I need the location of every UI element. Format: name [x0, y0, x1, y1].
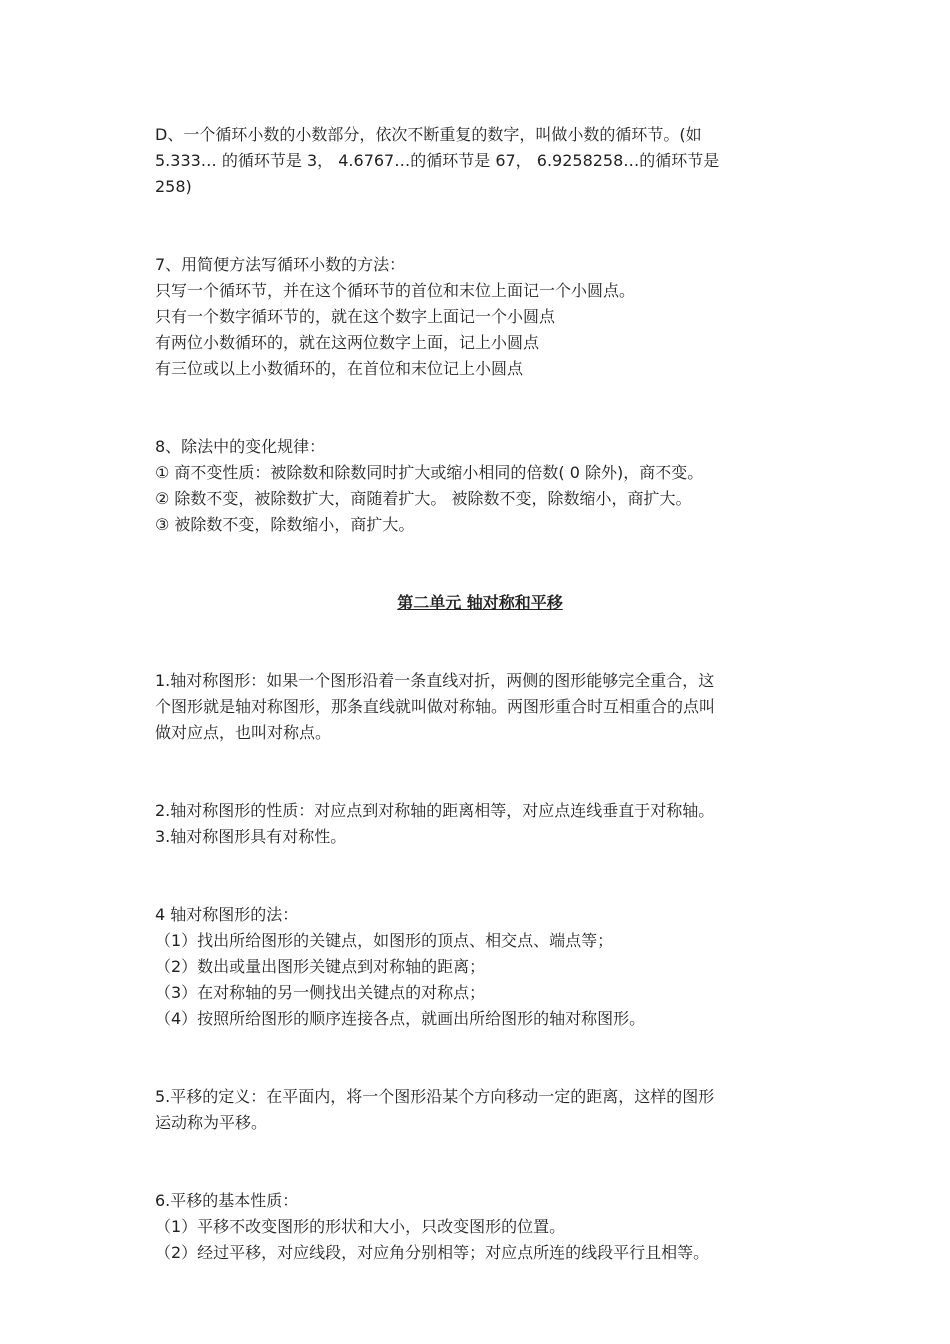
- item-4-line-2: （2）数出或量出图形关键点到对称轴的距离；: [155, 957, 486, 976]
- item-4-heading: 4 轴对称图形的法：: [155, 905, 299, 924]
- section-7-line-2: 只有一个数字循环节的，就在这个数字上面记一个小圆点: [155, 307, 556, 326]
- section-7-line-1: 只写一个循环节，并在这个循环节的首位和末位上面记一个小圆点。: [155, 281, 636, 300]
- section-8-line-3: ③ 被除数不变，除数缩小，商扩大。: [155, 515, 415, 534]
- paragraph-d-line-2: 5.333… 的循环节是 3， 4.6767…的循环节是 67， 6.9258258…的循环节是: [155, 151, 720, 170]
- section-8-line-1: ① 商不变性质：被除数和除数同时扩大或缩小相同的倍数( 0 除外)，商不变。: [155, 463, 704, 482]
- item-4-line-3: （3）在对称轴的另一侧找出关键点的对称点；: [155, 983, 486, 1002]
- item-1-line-3: 做对应点，也叫对称点。: [155, 723, 332, 742]
- item-2: 2.轴对称图形的性质：对应点到对称轴的距离相等，对应点连线垂直于对称轴。: [155, 801, 715, 820]
- item-6: [155, 1188, 805, 1266]
- section-7-heading: 7、用简便方法写循环小数的方法：: [155, 255, 406, 274]
- item-5-line-2: 运动称为平移。: [155, 1113, 268, 1132]
- paragraph-d-line-3: 258): [155, 177, 192, 196]
- item-1-line-2: 个图形就是轴对称图形，那条直线就叫做对称轴。两图形重合时互相重合的点叫: [155, 697, 716, 716]
- item-6-line-2: （2）经过平移，对应线段，对应角分别相等；对应点所连的线段平行且相等。: [155, 1243, 710, 1262]
- document-body: [155, 122, 805, 1266]
- section-7-line-4: 有三位或以上小数循环的，在首位和末位记上小圆点: [155, 359, 524, 378]
- item-6-line-1: （1）平移不改变图形的形状和大小，只改变图形的位置。: [155, 1217, 566, 1236]
- section-8-line-2: ② 除数不变，被除数扩大，商随着扩大。 被除数不变，除数缩小，商扩大。: [155, 489, 692, 508]
- section-7: [155, 252, 805, 382]
- item-4-line-4: （4）按照所给图形的顺序连接各点，就画出所给图形的轴对称图形。: [155, 1009, 646, 1028]
- item-4: [155, 902, 805, 1032]
- item-6-heading: 6.平移的基本性质：: [155, 1191, 299, 1210]
- section-7-line-3: 有两位小数循环的，就在这两位数字上面，记上小圆点: [155, 333, 540, 352]
- items-2-3: [155, 798, 805, 850]
- item-3: 3.轴对称图形具有对称性。: [155, 827, 347, 846]
- item-4-line-1: （1）找出所给图形的关键点，如图形的顶点、相交点、端点等；: [155, 931, 614, 950]
- paragraph-d-line-1: D、一个循环小数的小数部分，依次不断重复的数字，叫做小数的循环节。(如: [155, 125, 702, 144]
- item-1: [155, 668, 805, 746]
- item-1-line-1: 1.轴对称图形：如果一个图形沿着一条直线对折，两侧的图形能够完全重合，这: [155, 671, 715, 690]
- unit-2-title: 第二单元 轴对称和平移: [397, 593, 563, 612]
- paragraph-d: [155, 122, 805, 200]
- item-5-line-1: 5.平移的定义：在平面内，将一个图形沿某个方向移动一定的距离，这样的图形: [155, 1087, 715, 1106]
- item-5: [155, 1084, 805, 1136]
- section-8-heading: 8、除法中的变化规律：: [155, 437, 326, 456]
- section-8: [155, 434, 805, 538]
